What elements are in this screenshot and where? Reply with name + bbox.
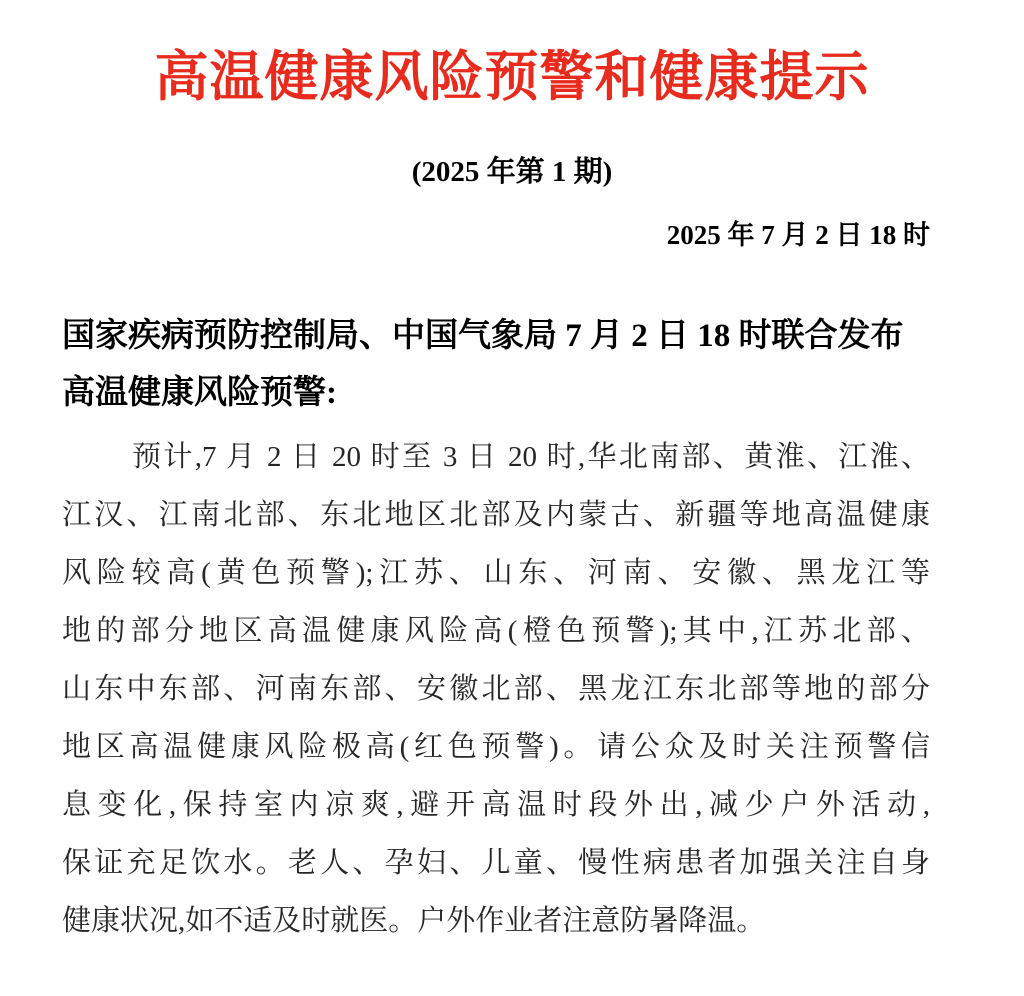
issue-datetime: 2025 年 7 月 2 日 18 时 bbox=[666, 220, 930, 250]
body-line: 地的部分地区高温健康风险高(橙色预警);其中,江苏北部、 bbox=[62, 615, 930, 647]
announcement-heading bbox=[62, 308, 930, 422]
body-line: 健康状况,如不适及时就医。户外作业者注意防暑降温。 bbox=[62, 905, 766, 937]
announcement-heading-line: 高温健康风险预警: bbox=[62, 375, 337, 411]
body-line: 风险较高(黄色预警);江苏、山东、河南、安徽、黑龙江等 bbox=[62, 557, 930, 589]
body-line: 江汉、江南北部、东北地区北部及内蒙古、新疆等地高温健康 bbox=[62, 499, 930, 531]
body-line: 预计,7 月 2 日 20 时至 3 日 20 时,华北南部、黄淮、江淮、 bbox=[132, 441, 930, 473]
document-title: 高温健康风险预警和健康提示 bbox=[154, 47, 870, 107]
issue-number: (2025 年第 1 期) bbox=[411, 156, 613, 188]
announcement-heading-line: 国家疾病预防控制局、中国气象局 7 月 2 日 18 时联合发布 bbox=[62, 318, 904, 354]
body-line: 保证充足饮水。老人、孕妇、儿童、慢性病患者加强关注自身 bbox=[62, 847, 930, 879]
body-line: 地区高温健康风险极高(红色预警)。请公众及时关注预警信 bbox=[62, 731, 930, 763]
body-line: 山东中东部、河南东部、安徽北部、黑龙江东北部等地的部分 bbox=[62, 673, 930, 705]
body-line: 息变化,保持室内凉爽,避开高温时段外出,减少户外活动, bbox=[62, 789, 930, 821]
body-paragraph bbox=[62, 428, 930, 950]
